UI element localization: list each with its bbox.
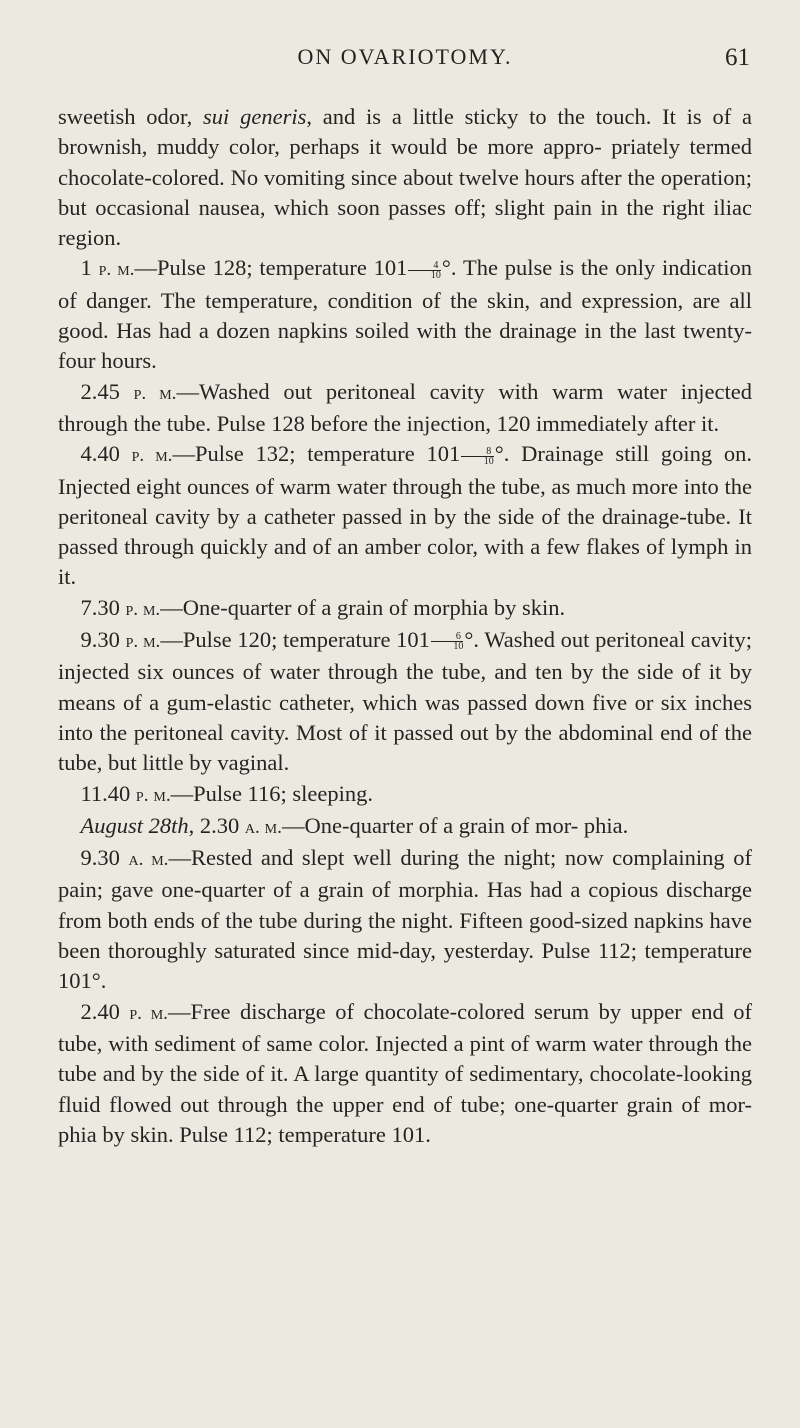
p2-frac-num: 4 [408, 261, 441, 271]
paragraph-8 [58, 811, 752, 843]
p7-time: 11.40 [80, 780, 131, 806]
p8-text-a: , 2.30 [188, 812, 240, 838]
p8-date: August 28th [80, 812, 189, 838]
page-number: 61 [725, 44, 750, 71]
p1-italic: sui generis [203, 104, 307, 129]
running-title: ON OVARIOTOMY. [297, 44, 513, 69]
paragraph-1 [58, 102, 752, 253]
p3-ampm: p. m. [133, 382, 177, 404]
p9-time: 9.30 [80, 845, 120, 871]
paragraph-4 [58, 439, 752, 592]
p7-text-a: —Pulse 116; sleeping. [170, 780, 373, 806]
p3-text-a: —Washed out peritoneal cavity with warm water injected through the tube. Pulse 128 before the injection, 120 immediately after it. [58, 378, 752, 436]
p3-time: 2.45 [80, 378, 120, 404]
p7-ampm: p. m. [135, 784, 171, 806]
p5-ampm: p. m. [125, 598, 161, 620]
paragraph-10 [58, 997, 752, 1150]
p6-frac-num: 6 [431, 632, 464, 642]
p10-time: 2.40 [80, 998, 120, 1024]
p4-text-b: °. Drainage still going on. Injected eight ounces of warm water through the tube, as much more into the peritoneal cavity by a catheter passed in by the side of the drainage-tube. It passed through quickly and of an amber color, with a few flakes of lymph in it. [58, 441, 753, 590]
paragraph-2 [58, 253, 752, 376]
p2-ampm: p. m. [98, 259, 135, 281]
body-text [58, 102, 752, 1150]
p6-text-a: —Pulse 120; temperature 101 [160, 627, 430, 653]
p2-time: 1 [80, 255, 92, 281]
p2-text-a: —Pulse 128; temperature 101 [134, 255, 408, 281]
p6-ampm: p. m. [125, 631, 161, 653]
paragraph-5 [58, 593, 752, 625]
p6-frac-den: 10 [453, 641, 464, 653]
p9-text-a: —Rested and slept well during the night; now complaining of pain; gave one-quarter of a grain of morphia. Has had a copious discharge from both ends of the tube during the night. Fifteen good-sized napkins have been thoroughly saturated since mid-day, yesterday. Pulse 112; temperature 101°. [58, 845, 752, 994]
p2-fraction [408, 261, 441, 280]
p5-time: 7.30 [80, 594, 120, 620]
paragraph-9 [58, 843, 752, 996]
p1-text-c: , and is a little sticky to the touch. It is of a brownish, muddy color, perhaps it would be more appro- priately termed chocolate-colored. No vomiting since about twelve hours after the operation; but occasional nausea, which soon passes off; slight pain in the right iliac region. [58, 104, 752, 251]
p4-fraction [461, 447, 494, 466]
p10-ampm: p. m. [129, 1002, 168, 1024]
p4-text-a: —Pulse 132; temperature 101 [172, 441, 461, 467]
p2-frac-den: 10 [430, 269, 441, 281]
paragraph-7 [58, 779, 752, 811]
p4-frac-den: 10 [483, 455, 494, 467]
p6-text-b: °. Washed out peritoneal cavity; injected six ounces of water through the tube, and ten by the side of it by means of a gum-elastic catheter, which was passed down five or six inches into the peritoneal cavity. Most of it passed out by the abdominal end of the tube, but little by vaginal. [58, 627, 753, 776]
paragraph-6 [58, 625, 752, 778]
p5-text-a: —One-quarter of a grain of morphia by skin. [160, 594, 566, 620]
p9-ampm: a. m. [128, 849, 169, 871]
p4-time: 4.40 [80, 441, 120, 467]
p2-text-b: °. The pulse is the only indication of danger. The temperature, condition of the skin, and expression, are all good. Has had a dozen napkins soiled with the drainage in the last twenty-four hours. [58, 255, 752, 374]
p10-text-a: —Free discharge of chocolate-colored serum by upper end of tube, with sediment of same color. Injected a pint of warm water through the tube and by the side of it. A large quantity of sedimentary, chocolate-looking fluid flowed out through the upper end of tube; one-quarter grain of mor- phia by skin. Pulse 112; temperature 101. [58, 998, 753, 1147]
p1-text-a: sweetish odor, [58, 104, 193, 129]
p4-ampm: p. m. [131, 445, 173, 467]
page-header [60, 44, 750, 84]
p8-text-b: —One-quarter of a grain of mor- phia. [281, 812, 629, 838]
paragraph-3 [58, 377, 752, 440]
p6-time: 9.30 [80, 627, 120, 653]
p4-frac-num: 8 [461, 447, 494, 457]
p6-fraction [431, 632, 464, 651]
p8-ampm: a. m. [244, 816, 282, 838]
